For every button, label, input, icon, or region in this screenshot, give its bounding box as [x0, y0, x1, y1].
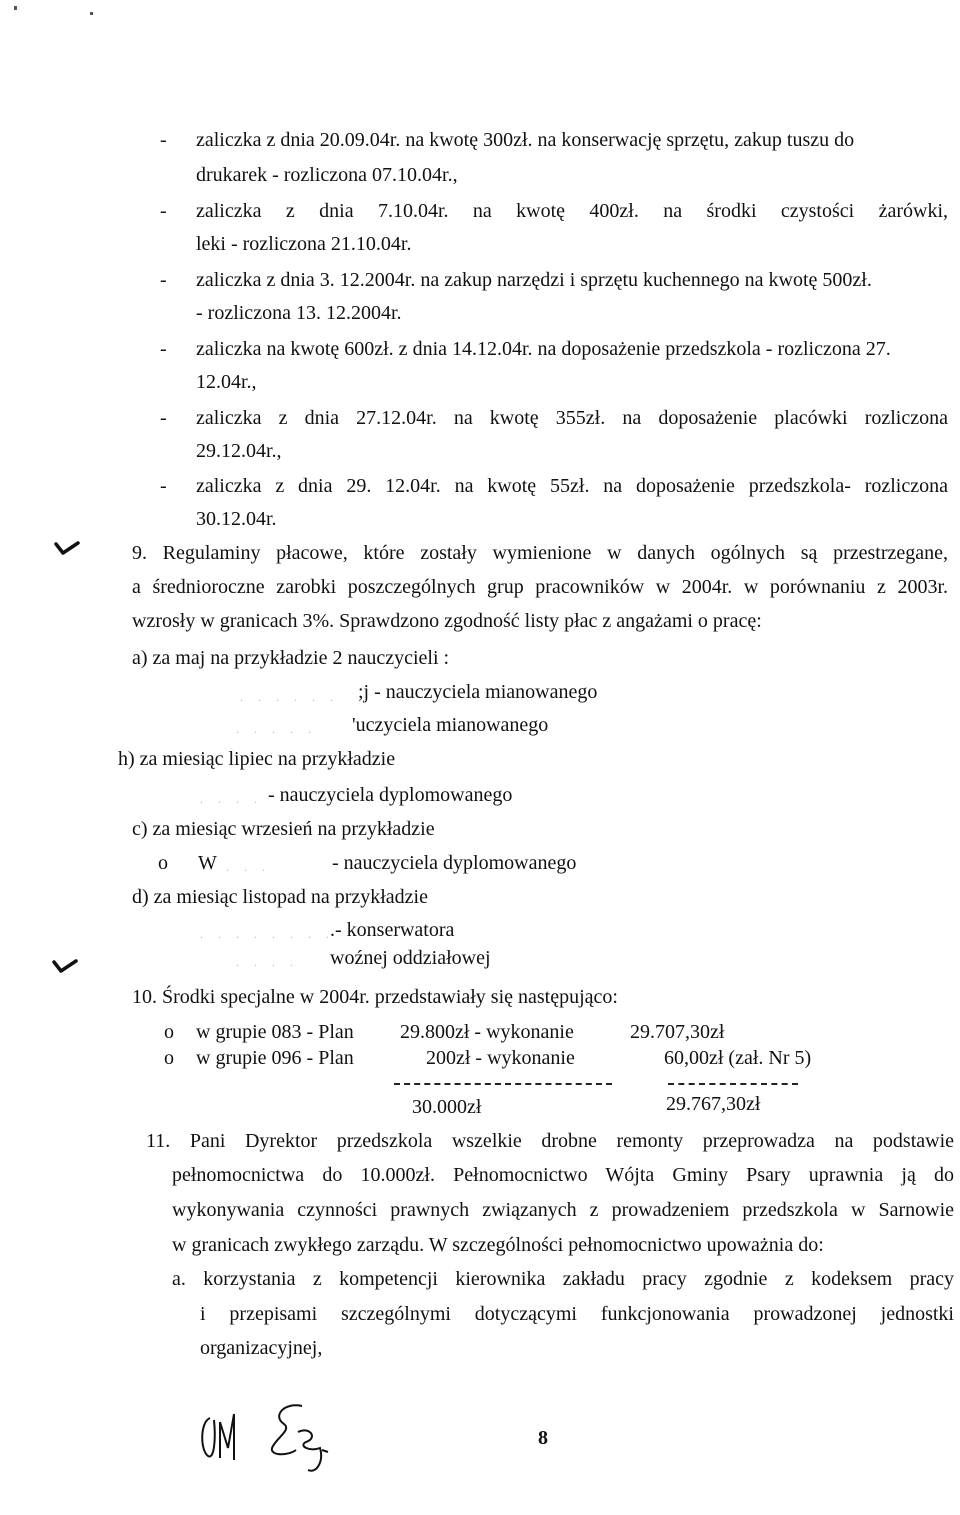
list-dash: -: [160, 338, 167, 360]
redacted-text: . . .: [226, 860, 271, 874]
total-plan: 30.000zł: [412, 1096, 482, 1118]
bullet: o: [158, 852, 168, 874]
section-9-c-line: - nauczyciela dyplomowanego: [332, 852, 577, 874]
list-dash: -: [160, 129, 167, 151]
list-item-line: zaliczka na kwotę 600zł. z dnia 14.12.04r. na doposażenie przedszkola - rozliczona 27.: [196, 338, 891, 360]
section-9-d-label: d) za miesiąc listopad na przykładzie: [132, 886, 428, 908]
list-item-line: 30.12.04r.: [196, 508, 277, 530]
scan-mark: [90, 12, 93, 15]
row-exec: 60,00zł (zał. Nr 5): [664, 1047, 812, 1069]
redacted-text: . . . .: [236, 955, 299, 969]
scan-mark: [14, 6, 17, 10]
section-11-a-line: i przepisami szczególnymi dotyczącymi funkcjonowania prowadzonej jednostki: [200, 1303, 954, 1325]
section-9-b-label: h) za miesiąc lipiec na przykładzie: [118, 748, 396, 770]
list-item-line: drukarek - rozliczona 07.10.04r.,: [196, 164, 458, 186]
section-11-line: w granicach zwykłego zarządu. W szczególności pełnomocnictwo upoważnia do:: [172, 1234, 824, 1256]
section-11-line: pełnomocnictwa do 10.000zł. Pełnomocnictwo Wójta Gminy Psary uprawnia ją do: [172, 1164, 954, 1186]
bullet: o: [164, 1047, 174, 1069]
section-10-title: 10. Środki specjalne w 2004r. przedstawiały się następująco:: [132, 986, 618, 1008]
section-9-line: wzrosły w granicach 3%. Sprawdzono zgodność listy płac z angażami o pracę:: [132, 610, 762, 632]
section-9-a-line: ;j - nauczyciela mianowanego: [358, 681, 598, 703]
section-9-line: 9. Regulaminy płacowe, które zostały wymienione w danych ogólnych są przestrzegane,: [132, 542, 948, 564]
section-9-d-line: .- konserwatora: [330, 919, 455, 941]
redacted-text: . . . . . .: [240, 690, 339, 704]
section-11-a-line: a. korzystania z kompetencji kierownika zakładu pracy zgodnie z kodeksem pracy: [172, 1268, 954, 1290]
bullet: o: [164, 1021, 174, 1043]
list-item-line: zaliczka z dnia 27.12.04r. na kwotę 355zł. na doposażenie placówki rozliczona: [196, 407, 948, 429]
list-item-line: zaliczka z dnia 7.10.04r. na kwotę 400zł. na środki czystości żarówki,: [196, 200, 948, 222]
section-9-b-line: - nauczyciela dyplomowanego: [268, 784, 513, 806]
row-plan: 29.800zł - wykonanie: [400, 1021, 574, 1043]
list-dash: -: [160, 475, 167, 497]
total-exec: 29.767,30zł: [666, 1093, 761, 1115]
section-9-c-w: W: [198, 852, 217, 874]
list-item-line: zaliczka z dnia 29. 12.04r. na kwotę 55zł. na doposażenie przedszkola- rozliczona: [196, 475, 948, 497]
check-mark-icon: [52, 956, 78, 976]
list-dash: -: [160, 407, 167, 429]
list-dash: -: [160, 269, 167, 291]
redacted-text: . . . . . . . .: [200, 927, 335, 941]
section-11-line: wykonywania czynności prawnych związanych z prowadzeniem przedszkola w Sarnowie: [172, 1199, 954, 1221]
section-11-a-line: organizacyjnej,: [200, 1337, 323, 1359]
list-item-line: zaliczka z dnia 3. 12.2004r. na zakup narzędzi i sprzętu kuchennego na kwotę 500zł.: [196, 269, 872, 291]
page-number: 8: [538, 1427, 548, 1449]
section-11-line: 11. Pani Dyrektor przedszkola wszelkie drobne remonty przeprowadza na podstawie: [146, 1130, 954, 1152]
list-item-line: - rozliczona 13. 12.2004r.: [196, 302, 402, 324]
section-9-c-label: c) za miesiąc wrzesień na przykładzie: [132, 818, 435, 840]
redacted-text: . . . . .: [236, 722, 317, 736]
list-item-line: 29.12.04r.,: [196, 440, 282, 462]
section-9-d-line: woźnej oddziałowej: [330, 947, 491, 969]
section-9-line: a średnioroczne zarobki poszczególnych grup pracowników w 2004r. w porównaniu z 2003r.: [132, 576, 948, 598]
redacted-text: . . . .: [200, 792, 263, 806]
list-dash: -: [160, 200, 167, 222]
section-9-a-label: a) za maj na przykładzie 2 nauczycieli :: [132, 647, 450, 669]
section-9-a-line: 'uczyciela mianowanego: [352, 714, 549, 736]
list-item-line: zaliczka z dnia 20.09.04r. na kwotę 300zł. na konserwację sprzętu, zakup tuszu do: [196, 129, 855, 151]
row-plan: 200zł - wykonanie: [426, 1047, 575, 1069]
row-exec: 29.707,30zł: [630, 1021, 725, 1043]
handwritten-signature-icon: [262, 1392, 352, 1488]
row-group: w grupie 083 - Plan: [196, 1021, 354, 1043]
list-item-line: leki - rozliczona 21.10.04r.: [196, 233, 412, 255]
check-mark-icon: [54, 538, 80, 558]
list-item-line: 12.04r.,: [196, 371, 257, 393]
sum-rule: [668, 1083, 798, 1085]
row-group: w grupie 096 - Plan: [196, 1047, 354, 1069]
sum-rule: [394, 1083, 612, 1085]
